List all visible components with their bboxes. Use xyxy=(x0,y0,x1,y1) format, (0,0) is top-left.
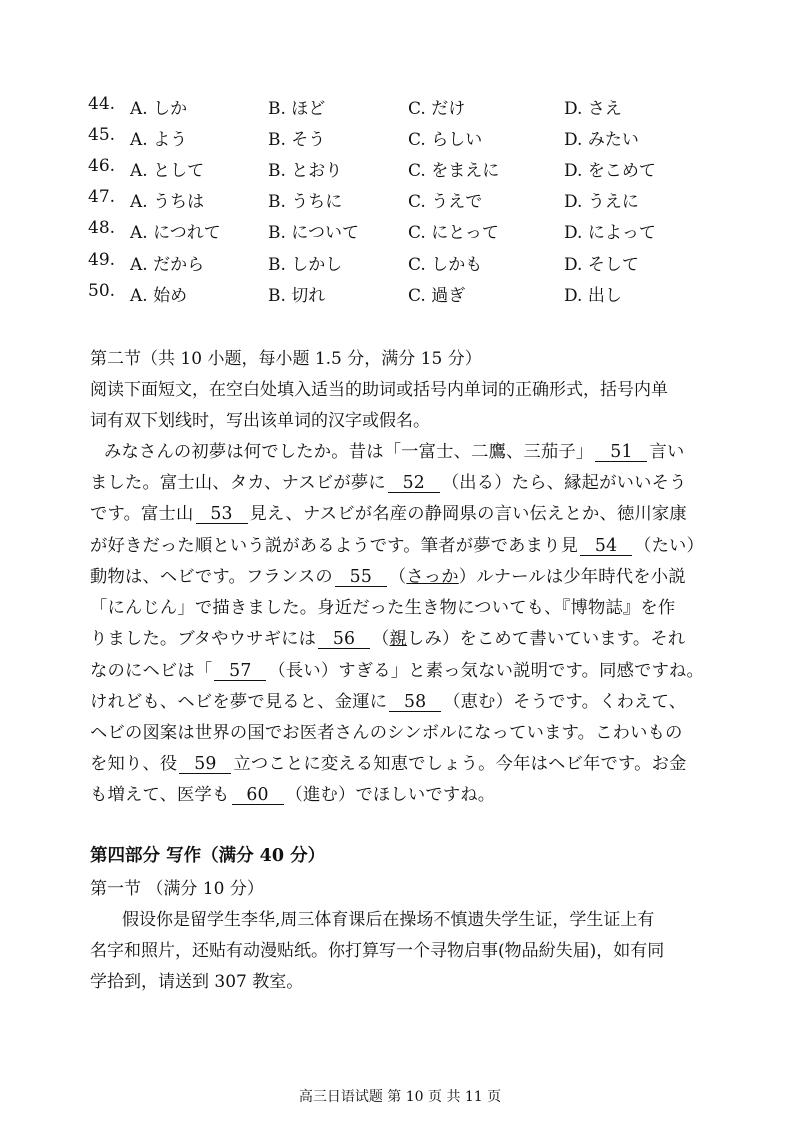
passage-line-11 xyxy=(90,749,687,774)
passage-text: （出る）たら、縁起がいいそう xyxy=(441,473,687,493)
blank-58: 58 xyxy=(389,693,441,712)
passage-line-3 xyxy=(90,499,687,524)
writing-prompt-line-3: 学拾到，请送到 307 教室。 xyxy=(90,972,304,992)
passage-text: を知り、役 xyxy=(90,754,178,774)
option-b: B. しかし xyxy=(268,255,343,275)
passage-text: （ xyxy=(388,567,407,587)
passage-line-6 xyxy=(90,593,675,618)
question-number: 49. xyxy=(88,250,116,270)
passage-text: 「にんじん」で描きました。身近だった生き物についても、『博物誌』を作 xyxy=(90,598,676,618)
underlined-word: さっか xyxy=(406,567,459,587)
passage-text: （たい） xyxy=(634,536,705,556)
blank-51: 51 xyxy=(595,443,647,462)
option-a: A. につれて xyxy=(130,223,221,243)
passage-text: なのにヘビは「 xyxy=(90,661,213,681)
option-b: B. そう xyxy=(268,130,326,150)
section-2-instructions-line-1: 阅读下面短文，在空白处填入适当的助词或括号内单词的正确形式，括号内单 xyxy=(90,380,668,400)
passage-text: （恵む）そうです。くわえて、 xyxy=(443,692,687,712)
question-number: 44. xyxy=(88,94,116,114)
option-c: C. にとって xyxy=(408,223,499,243)
underlined-word: 親 xyxy=(389,629,408,649)
question-number: 46. xyxy=(88,156,116,176)
question-number: 48. xyxy=(88,218,116,238)
passage-text: 立つことに変える知恵でしょう。今年はヘビ年です。お金 xyxy=(233,754,687,774)
passage-text: 見え、ナスビが名産の静岡県の言い伝えとか、徳川家康 xyxy=(249,504,687,524)
option-b: B. とおり xyxy=(268,161,343,181)
writing-prompt-line-1: 假设你是留学生李华,周三体育课后在操场不慎遗失学生证，学生证上有 xyxy=(122,910,655,930)
writing-prompt-line-2: 名字和照片，还贴有动漫贴纸。你打算写一个寻物启事(物品紛失届)，如有同 xyxy=(90,941,665,961)
passage-text: です。富士山 xyxy=(90,504,194,524)
passage-text: ました。富士山、タカ、ナスビが夢に xyxy=(90,473,386,493)
option-a: A. うちは xyxy=(130,192,205,212)
passage-line-4 xyxy=(90,531,704,556)
passage-text: 言い xyxy=(649,442,685,462)
option-a: A. よう xyxy=(130,130,188,150)
option-a: A. として xyxy=(130,161,205,181)
passage-line-5 xyxy=(90,562,686,587)
option-c: C. 過ぎ xyxy=(408,286,466,306)
option-a: A. だから xyxy=(130,255,205,275)
passage-text: しみ）をこめて書いています。それ xyxy=(407,629,686,649)
passage-text: ）ルナールは少年時代を小説 xyxy=(458,567,686,587)
part-4-subsection: 第一节 （满分 10 分） xyxy=(90,879,264,899)
option-d: D. によって xyxy=(564,223,656,243)
passage-text: ヘビの図案は世界の国でお医者さんのシンボルになっています。こわいもの xyxy=(90,723,683,743)
option-d: D. うえに xyxy=(564,192,639,212)
passage-text: りました。ブタやウサギには xyxy=(90,629,317,649)
passage-line-10 xyxy=(90,718,683,743)
option-a: A. しか xyxy=(130,99,188,119)
option-b: B. ほど xyxy=(268,99,326,119)
option-d: D. みたい xyxy=(564,130,639,150)
passage-text: （ xyxy=(372,629,390,649)
part-4-title: 第四部分 写作（满分 40 分） xyxy=(90,846,326,866)
passage-text: 動物は、ヘビです。フランスの xyxy=(90,567,333,587)
section-2-instructions-line-2: 词有双下划线时，写出该单词的汉字或假名。 xyxy=(90,411,430,431)
option-d: D. をこめて xyxy=(564,161,656,181)
option-d: D. 出し xyxy=(564,286,622,306)
passage-line-12 xyxy=(90,780,495,805)
question-number: 50. xyxy=(88,281,116,301)
passage-line-7 xyxy=(90,624,685,649)
passage-text: （長い）すぎる」と素っ気ない説明です。同感ですね。 xyxy=(268,661,705,681)
option-c: C. だけ xyxy=(408,99,466,119)
blank-60: 60 xyxy=(232,786,284,805)
passage-text: も増えて、医学も xyxy=(90,785,230,805)
passage-text: みなさんの初夢は何でしたか。昔は「一富士、二鷹、三茄子」 xyxy=(104,442,594,462)
blank-57: 57 xyxy=(214,662,266,681)
blank-56: 56 xyxy=(318,630,370,649)
passage-line-9 xyxy=(90,687,686,712)
question-number: 45. xyxy=(88,125,116,145)
option-b: B. について xyxy=(268,223,359,243)
option-c: C. うえで xyxy=(408,192,483,212)
option-d: D. そして xyxy=(564,255,639,275)
option-a: A. 始め xyxy=(130,286,188,306)
option-b: B. 切れ xyxy=(268,286,326,306)
option-c: C. しかも xyxy=(408,255,483,275)
passage-text: （進む）でほしいですね。 xyxy=(285,785,496,805)
blank-52: 52 xyxy=(388,474,440,493)
passage-line-2 xyxy=(90,468,687,493)
passage-line-8 xyxy=(90,656,704,681)
question-number: 47. xyxy=(88,187,116,207)
blank-59: 59 xyxy=(179,755,231,774)
option-b: B. うちに xyxy=(268,192,343,212)
passage-text: が好きだった順という説があるようです。筆者が夢であまり見 xyxy=(90,536,579,556)
passage-text: けれども、ヘビを夢で見ると、金運に xyxy=(90,692,388,712)
blank-54: 54 xyxy=(580,537,632,556)
passage-line-1 xyxy=(104,437,684,462)
page-footer: 高三日语试题 第 10 页 共 11 页 xyxy=(298,1089,502,1105)
option-c: C. らしい xyxy=(408,130,483,150)
blank-53: 53 xyxy=(196,505,248,524)
option-c: C. をまえに xyxy=(408,161,500,181)
option-d: D. さえ xyxy=(564,99,622,119)
section-2-header: 第二节（共 10 小题，每小题 1.5 分，满分 15 分） xyxy=(90,349,482,369)
blank-55: 55 xyxy=(335,568,387,587)
